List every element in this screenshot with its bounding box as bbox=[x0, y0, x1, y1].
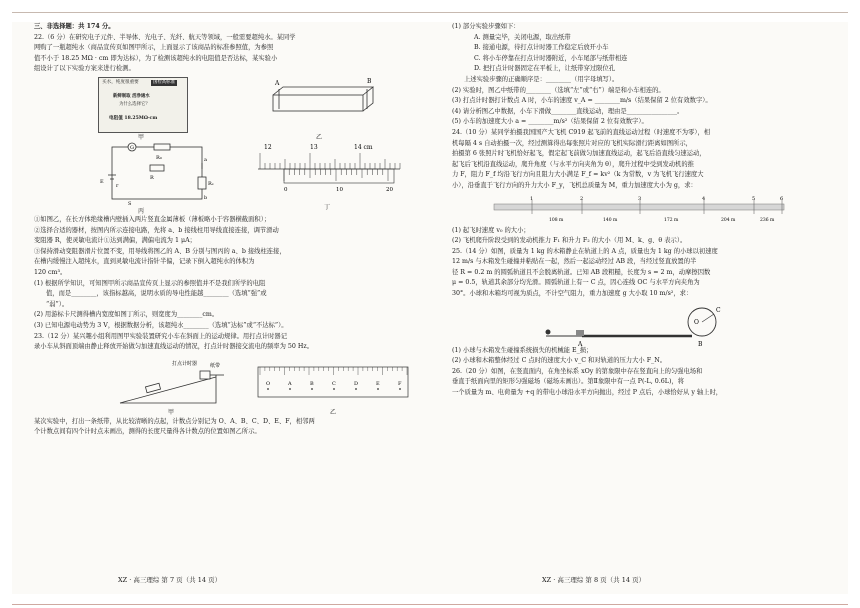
q26-line: 一个质量为 m、电荷量为 +q 的带电小球沿水平方向抛出，经过 P 点后，小球恰好从 y 轴上时， bbox=[452, 389, 723, 397]
distance-label: 108 m bbox=[549, 217, 564, 223]
tape-label: 纸带 bbox=[210, 362, 221, 369]
q22-step: 在槽内缓慢注入超纯水，直到灵敏电流计指针半偏，记录下倒入超纯水的体积为 bbox=[34, 258, 255, 266]
card-line: 新鲜制取 活净通水 bbox=[113, 93, 150, 99]
q23-step: C. 将小车停靠在打点计时器附近，小车尾部与纸带相连 bbox=[474, 54, 628, 62]
q25-line: μ = 0.5，轨道其余部分均光滑。圆弧轨道上有一 C 点，因心连线 OC 与水平方向夹角为 bbox=[452, 279, 700, 287]
q25-question: (1) 小球与木箱发生碰撞系统损失的机械能 E_损； bbox=[452, 346, 593, 354]
photo-number: 2 bbox=[580, 195, 584, 202]
q23-line: 个计数点间有四个计时点未画出，测得的长度尺量得各计数点的位置如图乙所示。 bbox=[34, 428, 261, 436]
tape-dot bbox=[355, 388, 357, 390]
tape-point-label: E bbox=[376, 380, 380, 387]
exam-sheet bbox=[12, 22, 848, 594]
distance-label: 172 m bbox=[664, 217, 679, 223]
point-a-label: A bbox=[275, 79, 280, 87]
q22-step: ①如图乙，在长方体绝缘槽内壁插入两片竖直金属薄板（薄板略小于容器横截面积）； bbox=[34, 215, 271, 223]
q22-line: 网购了一瓶超纯水（商品宣传页如图甲所示，上面显示了该商品的标准参照值，为参照 bbox=[34, 44, 274, 52]
q22-question: (2) 用游标卡尺测得槽内宽度如图丁所示，则宽度为________cm。 bbox=[34, 311, 219, 319]
q25-line: 12 m/s 与木箱发生碰撞并粘贴在一起，然后一起运动经过 AB 段，当经过竖直放置的半 bbox=[452, 258, 697, 266]
caption-jia: 甲 bbox=[138, 133, 145, 141]
runway-figure-wrap bbox=[452, 192, 852, 226]
q24-question: (2) 飞机爬升阶段受到的发动机推力 F₁ 和升力 F₂ 的大小（用 M、k、g、θ 表示）。 bbox=[452, 237, 687, 245]
distance-label: 204 m bbox=[721, 217, 736, 223]
q23-step: (2) 实验时，图乙中纸带的________（选填“左”或“右”）端是和小车相连的。 bbox=[452, 86, 665, 94]
q24-line: 起飞后飞机沿直线运动，爬升角度（与水平方向夹角为 θ），爬升过程中受到发动机的推 bbox=[452, 160, 694, 168]
caption-jia2: 甲 bbox=[168, 408, 175, 416]
photo-number: 6 bbox=[780, 195, 784, 202]
tape-figure bbox=[254, 357, 414, 413]
tape-dot bbox=[311, 388, 313, 390]
q23-line: 录小车从斜面顶端由静止释放开始做匀加速直线运动的情况，打点计时器接交流电的频率为 50 Hz。 bbox=[34, 343, 313, 351]
caption-bing: 丙 bbox=[138, 207, 145, 215]
g-label: G bbox=[130, 144, 134, 151]
q23-step: A. 测量完毕，关闭电源，取出纸带 bbox=[474, 33, 571, 41]
q25-line: 30°。小球和木箱均可视为质点，不计空气阻力，重力加速度 g 大小取 10 m/s²，求： bbox=[452, 290, 693, 298]
q25-line: 径 R = 0.2 m 的圆弧轨道且不会脱离轨道。已知 AB 段粗糙，长度为 s = 2 m，动摩擦因数 bbox=[452, 268, 711, 276]
caption-yi2: 乙 bbox=[330, 408, 337, 416]
track-figure-wrap bbox=[452, 300, 852, 346]
tape-point-label: B bbox=[310, 380, 314, 387]
track-c-label: C bbox=[716, 306, 721, 314]
q24-line: 小），沿垂直于飞行方向的升力大小 F_y，飞机总质量为 M，重力加速度大小为 g，求： bbox=[452, 181, 697, 189]
vernier-10-label: 10 bbox=[336, 186, 343, 193]
s-label: S bbox=[128, 200, 132, 207]
caption-yi: 乙 bbox=[316, 133, 323, 141]
q24-question: (1) 起飞时速度 v₀ 的大小； bbox=[452, 226, 530, 234]
tape-dot bbox=[267, 388, 269, 390]
q23-step: (5) 小车的加速度大小 a = ________m/s²（结果保留 2 位有效数字）。 bbox=[452, 118, 648, 126]
card-line: 为什么选择它？ bbox=[119, 101, 150, 107]
q23-line: 23.（12 分）某兴趣小组利用图甲实验装置研究小车在斜面上的运动规律。用打点计时器记 bbox=[34, 332, 288, 340]
point-b-label: B bbox=[367, 77, 372, 85]
track-o-label: O bbox=[694, 318, 699, 326]
e-label: E bbox=[100, 178, 104, 185]
vernier-20-label: 20 bbox=[386, 186, 393, 193]
q25-question: (2) 小球和木箱整体经过 C 点时的速度大小 v_C 和对轨道的压力大小 F_N。 bbox=[452, 357, 667, 365]
page-7-column bbox=[34, 22, 434, 438]
q26-line: 26.（20 分）如图，在竖直面内，在角坐标系 xOy 的第象限中存在竖直向上的匀强电场和 bbox=[452, 367, 703, 375]
q22-line: 值不小于 18.25 MΩ · cm 即为达标），为了检测该超纯水的电阻值是否达标，某实验小 bbox=[34, 54, 278, 62]
track-a-label: A bbox=[578, 340, 583, 348]
rx-label: Rₓ bbox=[208, 180, 214, 187]
timer-label: 打点计时器 bbox=[172, 360, 198, 367]
q24-line: 拍摄第 6 张照片时飞机恰好起飞，假定起飞前做匀加速直线运动，起飞后沿直线匀速运动， bbox=[452, 150, 706, 158]
term-b-label: b bbox=[204, 194, 208, 201]
q22-figures bbox=[34, 75, 434, 215]
q24-line: 力 F，阻力 F_f 均沿飞行方向且阻力大小满足 F_f = kv²（k 为常数，v 为飞机飞行速度大 bbox=[452, 171, 704, 179]
vernier-0-label: 0 bbox=[284, 186, 288, 193]
q23-step: D. 把打点计时器固定在平板上，让纸带穿过限位孔 bbox=[474, 65, 616, 73]
q23-line: 某次实验中，打出一条纸带，从比较清晰的点起，计数点分别记为 O、A、B、C、D、E、F，相邻两 bbox=[34, 417, 315, 425]
tape-point-label: C bbox=[332, 380, 336, 387]
q23-figures bbox=[34, 353, 434, 417]
q22-question: “弱”）。 bbox=[46, 300, 69, 308]
q24-line: 机每隔 4 s 自动拍摄一次，经过测算得出每张照片对应的飞机实际滑行距离如图所示， bbox=[452, 139, 692, 147]
track-b-label: B bbox=[698, 340, 703, 348]
tape-dot bbox=[333, 388, 335, 390]
tape-point-label: D bbox=[354, 380, 359, 387]
q23-step: B. 接通电源，待打点计时器工作稳定后放开小车 bbox=[474, 44, 609, 52]
distance-label: 140 m bbox=[603, 217, 618, 223]
q22-question: 值，而是________，该指标越高，说明水质的导电性能越________（选填“强”或 bbox=[46, 290, 267, 298]
r-label: R bbox=[150, 174, 154, 181]
page-8-column bbox=[452, 22, 852, 399]
q24-line: 24.（10 分）某同学拍摄我国国产大飞机 C919 起飞前的直线运动过程（时速度不为零），相 bbox=[452, 128, 711, 136]
q22-question: (3) 已知电源电动势为 3 V，根据数据分析，该超纯水________（选填“达标”或“不达标”）。 bbox=[34, 321, 288, 329]
photo-number: 4 bbox=[702, 195, 706, 202]
q22-question: (1) 根据所学知识，可知图甲所示商品宣传页上显示的参照值并不是我们所学的电阻 bbox=[34, 279, 266, 287]
q22-step: 120 cm³。 bbox=[34, 268, 67, 276]
r0-label: R₀ bbox=[156, 154, 162, 161]
tape-point-label: A bbox=[288, 380, 292, 387]
section-header: 三、非选择题：共 174 分。 bbox=[34, 23, 115, 30]
track-figure bbox=[542, 302, 762, 348]
circuit-figure bbox=[98, 139, 218, 207]
q23-step: (1) 部分实验步骤如下： bbox=[452, 23, 520, 30]
term-a-label: a bbox=[204, 156, 207, 163]
distance-label: 236 m bbox=[760, 217, 775, 223]
card-badge: 国检高标准 bbox=[153, 79, 175, 85]
tank-figure bbox=[249, 75, 389, 135]
q26-line: 垂直于纸面向里的矩形匀强磁场（磁场未画出）。第Ⅱ象限中有一点 P(-L, 0.6L)，将 bbox=[452, 378, 684, 386]
q22-step: ②选择合适的器材，按图内所示连接电路，先将 a、b 接线柱用导线直接连接，调节滑动 bbox=[34, 226, 279, 234]
caption-ding: 丁 bbox=[324, 203, 331, 211]
scale-14-label: 14 cm bbox=[354, 143, 373, 151]
scale-12-label: 12 bbox=[264, 143, 272, 151]
tank-box bbox=[273, 87, 373, 111]
bottom-divider bbox=[12, 604, 848, 605]
q22-line: 组设计了以下实验方案来进行检测。 bbox=[34, 65, 135, 73]
tape-point-label: F bbox=[398, 380, 402, 387]
q22-line: 22.（6 分）在研究电子元件、半导体、光电子、光纤、航天等领域，一般需要超纯水。某同学 bbox=[34, 33, 296, 41]
q23-step: (4) 请分析图乙中数据，小车下滑做________直线运动，理由是________________。 bbox=[452, 107, 684, 115]
q23-step: (3) 打点计时器打计数点 A 时，小车的速度 v_A = ________m/s（结果保留 2 位有效数字）。 bbox=[452, 97, 712, 105]
tape-dot bbox=[289, 388, 291, 390]
page-8-footer: XZ · 高三理综 第 8 页（共 14 页） bbox=[542, 576, 646, 584]
top-divider bbox=[12, 12, 848, 13]
photo-number: 1 bbox=[530, 195, 534, 202]
q23-step: 上述实验步骤的正确顺序是：________（用字母填写）。 bbox=[464, 75, 619, 83]
scale-13-label: 13 bbox=[310, 143, 318, 151]
runway-figure bbox=[492, 194, 792, 226]
rr-label: r bbox=[116, 182, 119, 189]
tape-dot bbox=[399, 388, 401, 390]
incline-figure bbox=[116, 355, 226, 411]
product-card bbox=[98, 77, 188, 133]
photo-number: 3 bbox=[638, 195, 642, 202]
q22-step: 变阻器 R，使灵敏电流计①达到满偏，满偏电流为 1 μA； bbox=[34, 237, 196, 245]
photo-number: 5 bbox=[752, 195, 756, 202]
vernier-figure bbox=[254, 141, 404, 201]
page-7-footer: XZ · 高三理综 第 7 页（共 14 页） bbox=[118, 576, 222, 584]
tape-point-label: O bbox=[266, 380, 271, 387]
tape-dot bbox=[377, 388, 379, 390]
q22-step: ③保持滑动变阻器滑片位置不变，用导线将图乙的 A、B 分别与图丙的 a、b 接线柱连接， bbox=[34, 247, 286, 255]
card-line: 买水，纯度很重要 bbox=[102, 79, 139, 85]
card-line: 电阻值 18.25MΩ·cm bbox=[109, 115, 158, 121]
q25-line: 25.（14 分）如图，质量为 1 kg 的木箱静止在轨道上的 A 点，质量也为 1 kg 的小球以初速度 bbox=[452, 247, 718, 255]
